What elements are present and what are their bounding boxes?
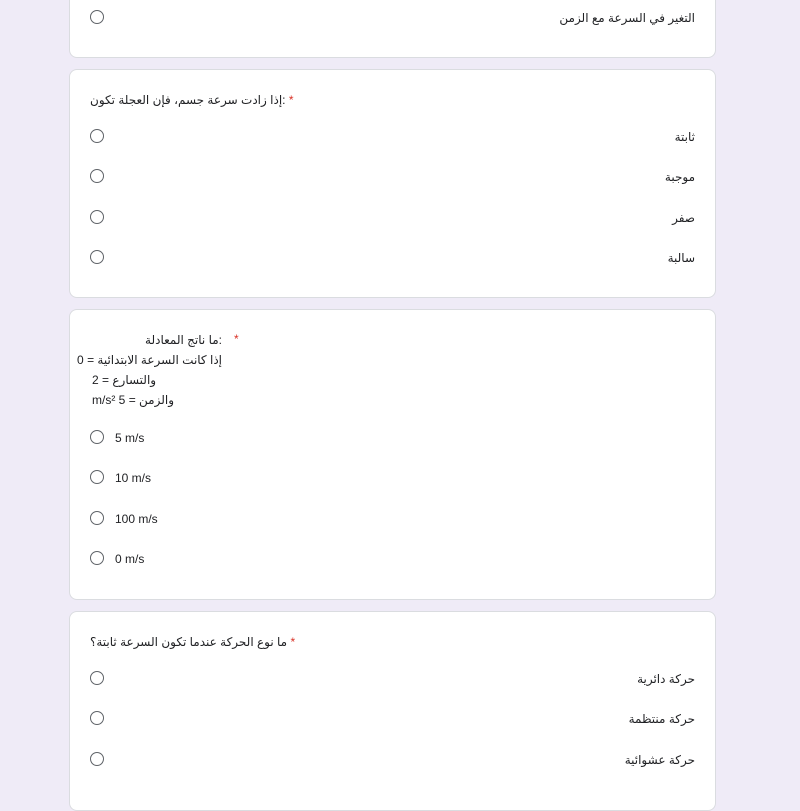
option-label: حركة دائرية xyxy=(637,672,695,686)
option-label: 100 m/s xyxy=(115,512,158,526)
question-line: :ما ناتج المعادلة xyxy=(145,333,222,347)
option-row[interactable] xyxy=(70,430,715,450)
question-text: ما نوع الحركة عندما تكون السرعة ثابتة؟ xyxy=(90,635,288,649)
option-row[interactable] xyxy=(70,511,715,531)
radio-button[interactable] xyxy=(90,169,104,183)
radio-button[interactable] xyxy=(90,752,104,766)
radio-button[interactable] xyxy=(90,250,104,264)
question-text-block xyxy=(77,330,222,410)
option-row[interactable] xyxy=(70,10,715,30)
option-row[interactable] xyxy=(70,671,715,691)
option-row[interactable] xyxy=(70,711,715,731)
option-label: 0 m/s xyxy=(115,552,145,566)
option-row[interactable] xyxy=(70,551,715,571)
option-row[interactable] xyxy=(70,752,715,772)
radio-button[interactable] xyxy=(90,210,104,224)
option-label: التغير في السرعة مع الزمن xyxy=(559,11,695,25)
radio-button[interactable] xyxy=(90,129,104,143)
option-row[interactable] xyxy=(70,250,715,270)
option-label: حركة منتظمة xyxy=(628,712,695,726)
option-label: حركة عشوائية xyxy=(624,753,695,767)
question-title xyxy=(90,634,295,650)
option-label: موجبة xyxy=(664,170,695,184)
option-row[interactable] xyxy=(70,169,715,189)
question-card-motion-type xyxy=(69,611,716,811)
radio-button[interactable] xyxy=(90,551,104,565)
option-label: سالبة xyxy=(667,251,695,265)
radio-button[interactable] xyxy=(90,430,104,444)
radio-button[interactable] xyxy=(90,671,104,685)
question-card-previous xyxy=(69,0,716,58)
option-label: 10 m/s xyxy=(115,471,152,485)
radio-button[interactable] xyxy=(90,711,104,725)
option-label: صفر xyxy=(672,211,695,225)
radio-button[interactable] xyxy=(90,470,104,484)
question-line: والتسارع = 2 xyxy=(92,373,157,387)
radio-button[interactable] xyxy=(90,10,104,24)
option-label: ثابتة xyxy=(674,130,695,144)
option-label: 5 m/s xyxy=(115,431,145,445)
question-line: والزمن = 5 m/s² xyxy=(92,393,175,407)
question-line: إذا كانت السرعة الابتدائية = 0 xyxy=(77,353,222,367)
option-row[interactable] xyxy=(70,129,715,149)
required-asterisk: * xyxy=(288,93,294,107)
option-row[interactable] xyxy=(70,210,715,230)
required-asterisk: * xyxy=(234,332,239,346)
radio-button[interactable] xyxy=(90,511,104,525)
question-card-acceleration xyxy=(69,69,716,298)
question-card-equation xyxy=(69,309,716,600)
option-row[interactable] xyxy=(70,470,715,490)
required-asterisk: * xyxy=(290,635,296,649)
question-text: :إذا زادت سرعة جسم، فإن العجلة تكون xyxy=(90,93,286,107)
question-title xyxy=(90,92,294,108)
